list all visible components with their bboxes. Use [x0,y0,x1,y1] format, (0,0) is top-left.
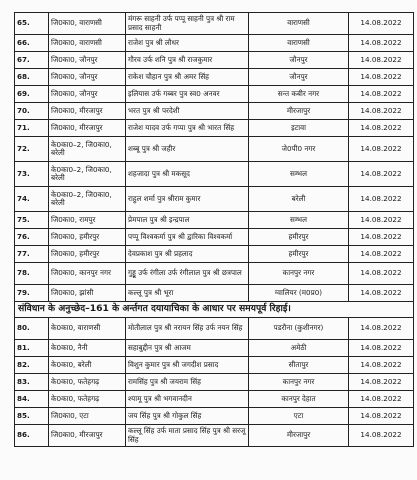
jail-cell: जि0का0, कानपुर नगर [49,263,126,285]
prisoner-name-cell: रामसिंह पुत्र श्री जयराम सिंह [126,374,249,391]
prisoner-name-cell: कल्लू सिंह उर्फ माता प्रसाद सिंह पुत्र श्री सरजू सिंह [126,425,249,447]
release-date-cell: 14.08.2022 [349,340,414,357]
home-district-cell: इटावा [249,120,349,137]
home-district-cell: जौनपुर [249,52,349,69]
jail-cell: के0का0–2, जि0का0, बरेली [49,162,126,187]
release-date-cell: 14.08.2022 [349,120,414,137]
release-table [14,12,414,447]
release-date-cell: 14.08.2022 [349,137,414,162]
table-row [15,103,414,120]
table-row [15,357,414,374]
jail-cell: जि0का0, झांसी [49,285,126,302]
serial-number-cell: 65. [15,13,49,35]
release-date-cell: 14.08.2022 [349,52,414,69]
serial-number-cell: 79. [15,285,49,302]
prisoner-name-cell: शब्बू पुत्र श्री जहीर [126,137,249,162]
section-heading-row [15,302,414,318]
prisoner-name-cell: मोतीलाल पुत्र श्री नरायन सिंह उर्फ नयन सिंह [126,318,249,340]
home-district-cell: वाराणसी [249,13,349,35]
serial-number-cell: 82. [15,357,49,374]
prisoner-name-cell: देवप्रकाश पुत्र श्री प्रहलाद [126,246,249,263]
release-date-cell: 14.08.2022 [349,13,414,35]
table-row [15,69,414,86]
prisoner-name-cell: शहजादा पुत्र श्री मकसूद [126,162,249,187]
home-district-cell: सन्त कबीर नगर [249,86,349,103]
table-row [15,285,414,302]
serial-number-cell: 72. [15,137,49,162]
serial-number-cell: 66. [15,35,49,52]
release-date-cell: 14.08.2022 [349,187,414,212]
serial-number-cell: 69. [15,86,49,103]
home-district-cell: सीतापुर [249,357,349,374]
release-date-cell: 14.08.2022 [349,162,414,187]
prisoner-name-cell: राहुल शर्मा पुत्र श्रीराम कुमार [126,187,249,212]
table-row [15,13,414,35]
prisoner-name-cell: गौरव उर्फ शनि पुत्र श्री राजकुमार [126,52,249,69]
prisoner-name-cell: श्यामू पुत्र श्री भगवानदीन [126,391,249,408]
jail-cell: जि0का0, जौनपुर [49,86,126,103]
jail-cell: के0का0, फतेहगढ़ [49,391,126,408]
release-date-cell: 14.08.2022 [349,357,414,374]
release-date-cell: 14.08.2022 [349,212,414,229]
serial-number-cell: 75. [15,212,49,229]
prisoner-name-cell: पप्पू विश्वकर्मा पुत्र श्री द्वारिका विश्वकर्मा [126,229,249,246]
table-row [15,263,414,285]
table-row [15,35,414,52]
home-district-cell: हमीरपुर [249,229,349,246]
home-district-cell: कानपुर देहात [249,391,349,408]
serial-number-cell: 76. [15,229,49,246]
prisoner-name-cell: सहाबुद्दीन पुत्र श्री आजम [126,340,249,357]
jail-cell: के0का0–2, जि0का0, बरेली [49,137,126,162]
home-district-cell: मीरजापुर [249,103,349,120]
jail-cell: जि0का0, जौनपुर [49,52,126,69]
release-date-cell: 14.08.2022 [349,318,414,340]
home-district-cell: कानपुर नगर [249,263,349,285]
serial-number-cell: 73. [15,162,49,187]
prisoner-name-cell: राकेश चौहान पुत्र श्री अमर सिंह [126,69,249,86]
serial-number-cell: 84. [15,391,49,408]
jail-cell: के0का0–2, जि0का0, बरेली [49,187,126,212]
jail-cell: के0का0, नैनी [49,340,126,357]
home-district-cell: जौनपुर [249,69,349,86]
prisoner-name-cell: विशुन कुमार पुत्र श्री जगदीश प्रसाद [126,357,249,374]
release-date-cell: 14.08.2022 [349,69,414,86]
serial-number-cell: 83. [15,374,49,391]
prisoner-name-cell: भरत पुत्र श्री परदेशी [126,103,249,120]
home-district-cell: मीरजापुर [249,425,349,447]
serial-number-cell: 80. [15,318,49,340]
table-row [15,137,414,162]
prisoner-name-cell: प्रेमपाल पुत्र श्री इन्द्रपाल [126,212,249,229]
table-row [15,229,414,246]
release-date-cell: 14.08.2022 [349,374,414,391]
prisoner-name-cell: कल्लू पुत्र श्री भूरा [126,285,249,302]
jail-cell: जि0का0, मीरजापुर [49,103,126,120]
table-row [15,212,414,229]
jail-cell: के0का0, बरेली [49,357,126,374]
serial-number-cell: 78. [15,263,49,285]
home-district-cell: बरेली [249,187,349,212]
home-district-cell: हमीरपुर [249,246,349,263]
release-date-cell: 14.08.2022 [349,229,414,246]
table-row [15,318,414,340]
prisoner-name-cell: जय सिंह पुत्र श्री गोकुल सिंह [126,408,249,425]
table-row [15,187,414,212]
table-row [15,86,414,103]
prisoner-name-cell: राजेश यादव उर्फ गप्पा पुत्र श्री भारत सिंह [126,120,249,137]
jail-cell: जि0का0, रामपुर [49,212,126,229]
serial-number-cell: 85. [15,408,49,425]
home-district-cell: सम्भल [249,162,349,187]
jail-cell: के0का0, वाराणसी [49,318,126,340]
release-date-cell: 14.08.2022 [349,425,414,447]
jail-cell: जि0का0, वाराणसी [49,13,126,35]
release-date-cell: 14.08.2022 [349,391,414,408]
home-district-cell: वाराणसी [249,35,349,52]
table-row [15,246,414,263]
jail-cell: जि0का0, एटा [49,408,126,425]
table-row [15,425,414,447]
prisoner-name-cell: इलियास उर्फ गब्बर पुत्र स्व0 अनवर [126,86,249,103]
prisoner-name-cell: मंगरू साहनी उर्फ पप्पू साहनी पुत्र श्री राम प्रसाद साहनी [126,13,249,35]
release-date-cell: 14.08.2022 [349,35,414,52]
release-date-cell: 14.08.2022 [349,86,414,103]
jail-cell: जि0का0, हमीरपुर [49,229,126,246]
home-district-cell: पडरौना (कुशीनगर) [249,318,349,340]
serial-number-cell: 67. [15,52,49,69]
jail-cell: जि0का0, मीरजापुर [49,425,126,447]
release-date-cell: 14.08.2022 [349,263,414,285]
release-date-cell: 14.08.2022 [349,285,414,302]
release-date-cell: 14.08.2022 [349,408,414,425]
home-district-cell: अमेठी [249,340,349,357]
serial-number-cell: 70. [15,103,49,120]
table-row [15,162,414,187]
table-row [15,340,414,357]
home-district-cell: जे0पी0 नगर [249,137,349,162]
release-table-body [15,13,414,447]
table-row [15,120,414,137]
release-date-cell: 14.08.2022 [349,103,414,120]
serial-number-cell: 68. [15,69,49,86]
release-date-cell: 14.08.2022 [349,246,414,263]
table-row [15,391,414,408]
serial-number-cell: 81. [15,340,49,357]
serial-number-cell: 74. [15,187,49,212]
prisoner-name-cell: गुड्डू उर्फ रंगीला उर्फ रंगीलाल पुत्र श्री छत्रपाल [126,263,249,285]
home-district-cell: एटा [249,408,349,425]
table-row [15,374,414,391]
table-row [15,52,414,69]
jail-cell: जि0का0, जौनपुर [49,69,126,86]
serial-number-cell: 77. [15,246,49,263]
home-district-cell: ग्वालियर (म0प्र0) [249,285,349,302]
home-district-cell: सम्भल [249,212,349,229]
jail-cell: के0का0, फतेहगढ़ [49,374,126,391]
jail-cell: जि0का0, हमीरपुर [49,246,126,263]
serial-number-cell: 71. [15,120,49,137]
serial-number-cell: 86. [15,425,49,447]
prisoner-name-cell: राजेश पुत्र श्री लौधर [126,35,249,52]
jail-cell: जि0का0, वाराणसी [49,35,126,52]
home-district-cell: कानपुर नगर [249,374,349,391]
section-heading: संविधान के अनुच्छेद–161 के अर्न्तगत दयायाचिका के आधार पर समयपूर्व रिहाई। [15,302,414,318]
table-row [15,408,414,425]
jail-cell: जि0का0, मीरजापुर [49,120,126,137]
